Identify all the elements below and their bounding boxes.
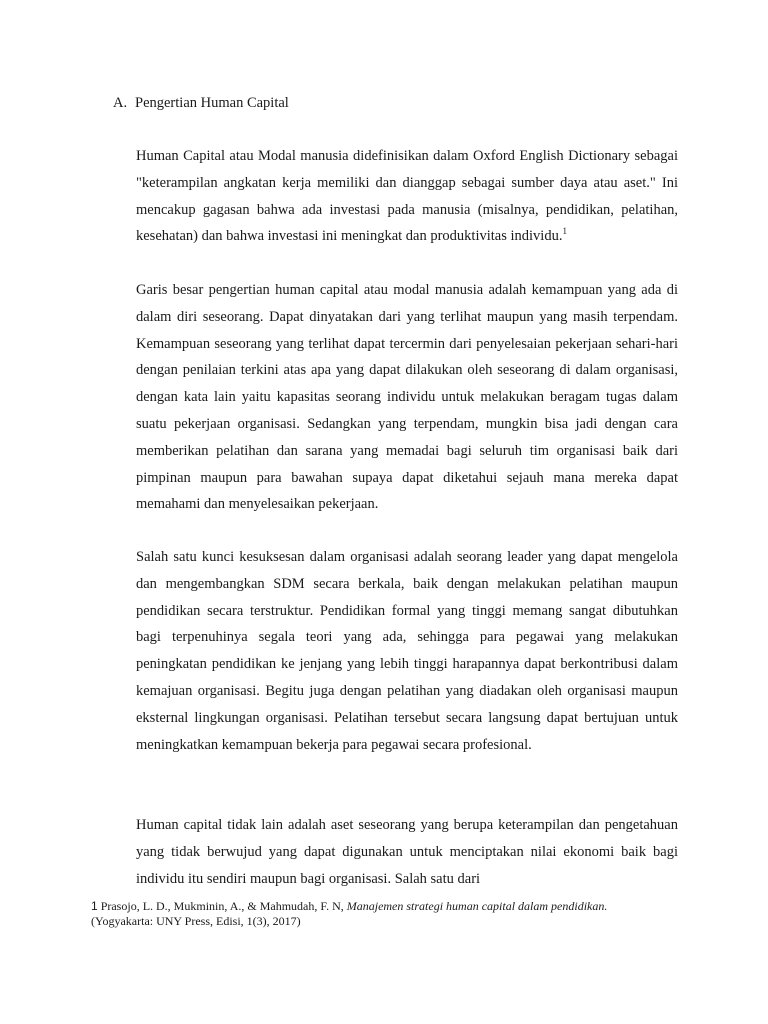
section-title: Pengertian Human Capital	[135, 95, 289, 111]
paragraph-1	[136, 143, 678, 250]
footnote-marker: 1	[91, 899, 98, 913]
paragraph-4-text: Human capital tidak lain adalah aset seseorang yang berupa keterampilan dan pengetahuan yang tidak berwujud yang dapat digunakan untuk menciptakan nilai ekonomi baik bagi individu itu sendiri maupun bagi organisasi. Salah satu dari	[136, 817, 678, 887]
paragraph-3-text: Salah satu kunci kesuksesan dalam organisasi adalah seorang leader yang dapat mengelola dan mengembangkan SDM secara berkala, baik dengan melakukan pelatihan maupun pendidikan secara terstruktur. Pendidikan formal yang tinggi memang sangat dibutuhkan bagi terpenuhinya segala teori yang ada, sehingga para pegawai yang melakukan peningkatan pendidikan ke jenjang yang lebih tinggi harapannya dapat berkontribusi dalam kemajuan organisasi. Begitu juga dengan pelatihan yang diadakan oleh organisasi maupun eksternal lingkungan organisasi. Pelatihan tersebut secara langsung dapat bertujuan untuk meningkatkan kemampuan bekerja para pegawai secara profesional.	[136, 549, 678, 753]
paragraph-2	[136, 277, 678, 518]
paragraph-3	[136, 544, 678, 758]
footnote-publication: (Yogyakarta: UNY Press, Edisi, 1(3), 2017)	[91, 914, 301, 928]
section-heading	[113, 92, 289, 114]
footnote-title: Manajemen strategi human capital dalam pendidikan.	[346, 899, 608, 913]
footnote	[91, 899, 691, 929]
footnote-authors: Prasojo, L. D., Mukminin, A., & Mahmudah, F. N,	[100, 899, 344, 913]
paragraph-4	[136, 812, 678, 892]
section-number: A.	[113, 95, 128, 111]
footnote-line-1	[91, 899, 691, 914]
paragraph-1-text: Human Capital atau Modal manusia didefinisikan dalam Oxford English Dictionary sebagai "keterampilan angkatan kerja memiliki dan dianggap sebagai sumber daya atau aset." Ini mencakup gagasan bahwa ada investasi pada manusia (misalnya, pendidikan, pelatihan, kesehatan) dan bahwa investasi ini meningkat dan produktivitas individu.	[136, 148, 678, 245]
footnote-reference[interactable]: 1	[562, 226, 567, 237]
paragraph-2-text: Garis besar pengertian human capital atau modal manusia adalah kemampuan yang ada di dalam diri seseorang. Dapat dinyatakan dari yang terlihat maupun yang masih terpendam. Kemampuan seseorang yang terlihat dapat tercermin dari penyelesaian pekerjaan sehari-hari dengan penilaian terkini atas apa yang dapat dilakukan oleh seseorang di dalam organisasi, dengan kata lain yaitu kapasitas seorang individu untuk melakukan beragam tugas dalam suatu pekerjaan organisasi. Sedangkan yang terpendam, mungkin bisa jadi dengan cara memberikan pelatihan dan sarana yang memadai bagi seluruh tim organisasi baik dari pimpinan maupun para bawahan supaya dapat diketahui sejauh mana mereka dapat memahami dan menyelesaikan pekerjaan.	[136, 282, 678, 513]
